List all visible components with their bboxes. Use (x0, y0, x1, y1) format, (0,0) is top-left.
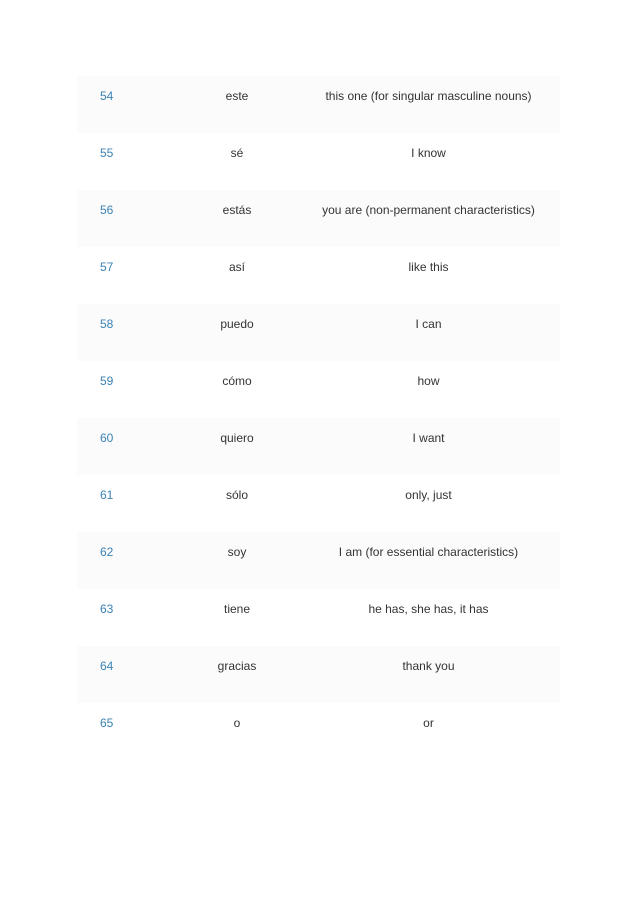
table-row (77, 589, 560, 646)
table-row (77, 190, 560, 247)
spanish-word: sé (230, 146, 244, 160)
row-number: 64 (100, 659, 114, 673)
row-number: 63 (100, 602, 114, 616)
row-number: 56 (100, 203, 114, 217)
spanish-word: así (228, 260, 245, 274)
row-number: 57 (100, 260, 114, 274)
row-number: 59 (100, 374, 114, 388)
table-row (77, 76, 560, 133)
row-number: 55 (100, 146, 114, 160)
english-meaning: he has, she has, it has (368, 602, 489, 616)
english-meaning: this one (for singular masculine nouns) (325, 89, 532, 103)
spanish-word: sólo (225, 488, 248, 502)
spanish-word: puedo (220, 317, 254, 331)
english-meaning: thank you (402, 659, 455, 673)
english-meaning: like this (408, 260, 449, 274)
table-row (77, 361, 560, 418)
table-row (77, 532, 560, 589)
row-number: 62 (100, 545, 114, 559)
table-row (77, 646, 560, 703)
row-number: 61 (100, 488, 114, 502)
english-meaning: I want (412, 431, 445, 445)
spanish-word: gracias (217, 659, 257, 673)
table-row (77, 418, 560, 475)
spanish-word: o (233, 716, 241, 730)
table-row (77, 703, 560, 760)
english-meaning: how (417, 374, 440, 388)
table-row (77, 133, 560, 190)
row-number: 58 (100, 317, 114, 331)
table-row (77, 247, 560, 304)
english-meaning: I know (411, 146, 446, 160)
vocabulary-table (77, 76, 560, 760)
spanish-word: cómo (222, 374, 252, 388)
spanish-word: soy (227, 545, 247, 559)
english-meaning: you are (non-permanent characteristics) (322, 203, 535, 217)
spanish-word: este (225, 89, 249, 103)
english-meaning: or (423, 716, 434, 730)
row-number: 60 (100, 431, 114, 445)
row-number: 54 (100, 89, 114, 103)
english-meaning: I am (for essential characteristics) (338, 545, 519, 559)
row-number: 65 (100, 716, 114, 730)
table-row (77, 304, 560, 361)
english-meaning: I can (415, 317, 442, 331)
table-row (77, 475, 560, 532)
english-meaning: only, just (405, 488, 452, 502)
spanish-word: estás (222, 203, 252, 217)
spanish-word: tiene (223, 602, 251, 616)
spanish-word: quiero (220, 431, 254, 445)
